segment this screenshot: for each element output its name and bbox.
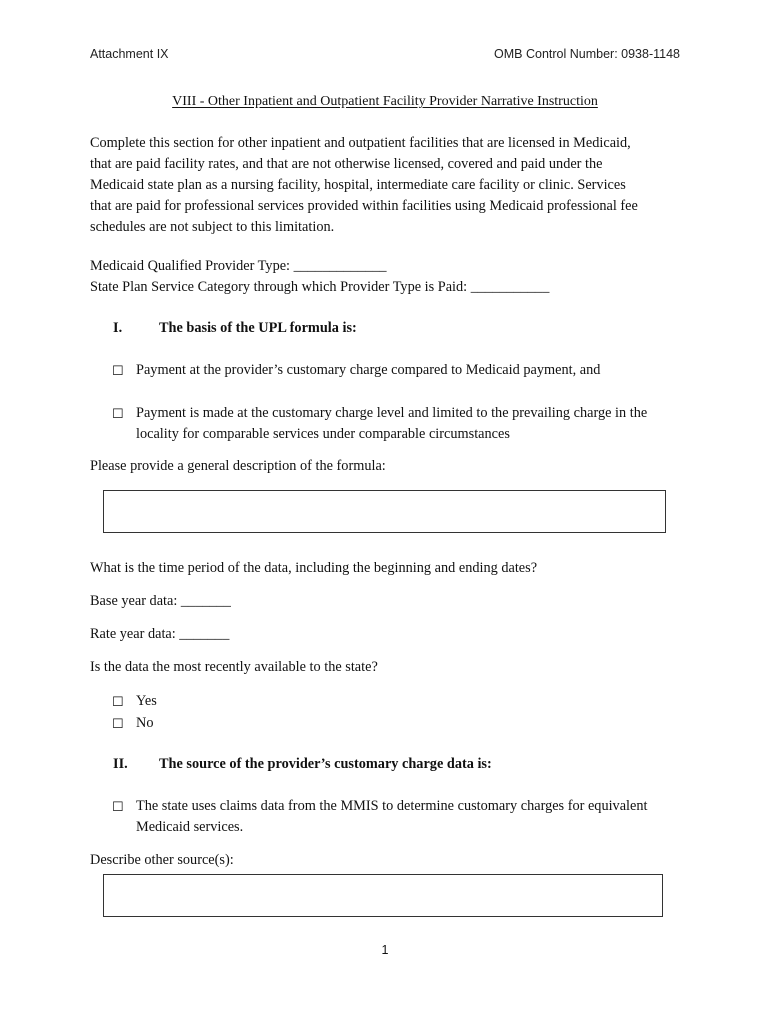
intro-line: that are paid facility rates, and that are not otherwise licensed, covered and paid under the — [90, 156, 603, 172]
header-omb-number: OMB Control Number: 0938-1148 — [494, 47, 680, 61]
base-year-field: Base year data: _______ — [90, 593, 231, 609]
page-number: 1 — [381, 943, 389, 957]
option-mmis-claims-line1: The state uses claims data from the MMIS to determine customary charges for equivalent — [136, 798, 648, 814]
formula-description-prompt: Please provide a general description of the formula: — [90, 458, 386, 474]
recent-data-question: Is the data the most recently available to the state? — [90, 659, 378, 675]
option-no: No — [136, 715, 154, 731]
intro-paragraph — [90, 133, 638, 238]
checkbox-prevailing-charge[interactable]: ☐ — [112, 406, 124, 421]
other-source-box[interactable] — [103, 874, 663, 917]
option-mmis-claims-line2: Medicaid services. — [136, 819, 244, 835]
section-2-heading: The source of the provider’s customary charge data is: — [159, 756, 492, 772]
option-prevailing-charge-line1: Payment is made at the customary charge level and limited to the prevailing charge in the — [136, 405, 648, 421]
section-1-numeral: I. — [113, 320, 123, 336]
section-2-numeral: II. — [113, 756, 128, 772]
page-title: VIII - Other Inpatient and Outpatient Facility Provider Narrative Instruction — [172, 94, 598, 109]
option-customary-charge: Payment at the provider’s customary charge compared to Medicaid payment, and — [136, 362, 601, 378]
other-source-prompt: Describe other source(s): — [90, 852, 234, 868]
intro-line: that are paid for professional services provided within facilities using Medicaid professional fee — [90, 198, 638, 214]
service-category-line: State Plan Service Category through which Provider Type is Paid: ___________ — [90, 279, 550, 295]
provider-type-line: Medicaid Qualified Provider Type: _____________ — [90, 258, 387, 274]
checkbox-yes[interactable]: ☐ — [112, 694, 124, 709]
checkbox-customary-charge[interactable]: ☐ — [112, 363, 124, 378]
checkbox-mmis-claims[interactable]: ☐ — [112, 799, 124, 814]
header-attachment-label: Attachment IX — [90, 47, 169, 61]
intro-line: Medicaid state plan as a nursing facility, hospital, intermediate care facility or clinic. Services — [90, 177, 626, 193]
rate-year-field: Rate year data: _______ — [90, 626, 230, 642]
option-prevailing-charge-line2: locality for comparable services under comparable circumstances — [136, 426, 510, 442]
intro-line: Complete this section for other inpatient and outpatient facilities that are licensed in Medicaid, — [90, 135, 631, 151]
section-1-heading: The basis of the UPL formula is: — [159, 320, 357, 336]
formula-description-box[interactable] — [103, 490, 666, 533]
checkbox-no[interactable]: ☐ — [112, 716, 124, 731]
intro-line: schedules are not subject to this limitation. — [90, 219, 335, 235]
time-period-question: What is the time period of the data, including the beginning and ending dates? — [90, 560, 538, 576]
option-yes: Yes — [136, 693, 157, 709]
